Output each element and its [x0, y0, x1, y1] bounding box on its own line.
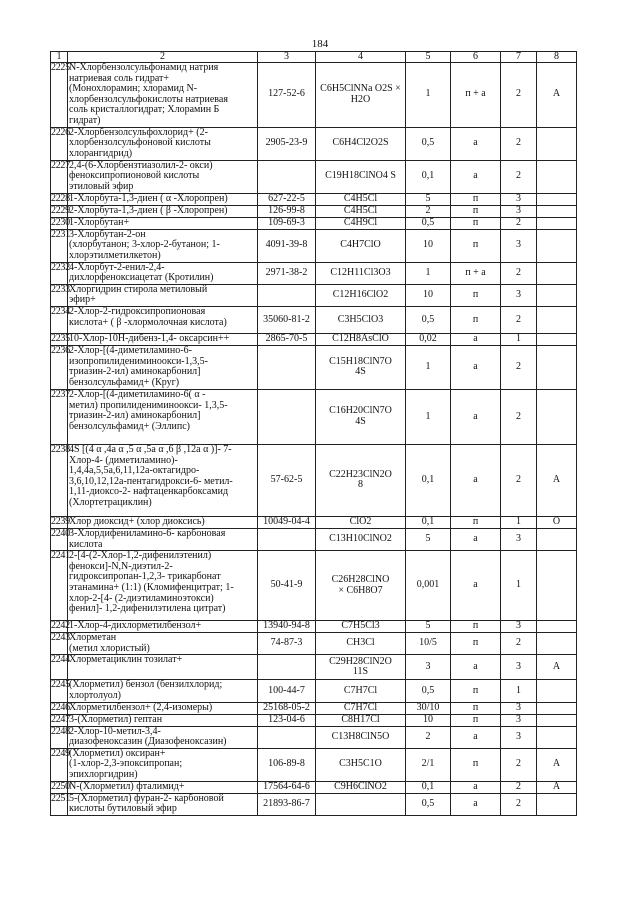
note: [537, 333, 577, 345]
hazard-class: 3: [501, 655, 537, 680]
substance-name: Хлорметан (метил хлористый): [68, 633, 258, 655]
substance-name: (Хлорметил) бензол (бензилхлорид; хлортолуол): [68, 680, 258, 702]
mpc-value: 0,001: [406, 551, 451, 621]
cas-number: 127-52-6: [258, 63, 316, 128]
aggregate-state: п: [451, 621, 501, 633]
mpc-value: 0,5: [406, 680, 451, 702]
formula: C15H18ClN7O 4S: [316, 345, 406, 389]
note: [537, 193, 577, 205]
hazard-class: 3: [501, 528, 537, 550]
row-number: 2236: [51, 345, 68, 389]
hazard-class: 1: [501, 516, 537, 528]
mpc-value: 2: [406, 726, 451, 748]
aggregate-state: п: [451, 714, 501, 726]
substance-name: 2-Хлор-10-метил-3,4- диазофеноксазин (Диазофеноксазин): [68, 726, 258, 748]
substance-name: 4S [(4 α ,4а α ,5 α ,5а α ,6 β ,12а α )]- 7- Хлор-4- (диметиламино)- 1,4,4а,5,5а,6,11,12а-октагидро- 3,6,10,12,12а-пентагидрокси-6- метил- 1,11-диоксо-2- нафтаценкарбоксамид (Хлортетрациклин): [68, 444, 258, 516]
mpc-value: 0,5: [406, 306, 451, 333]
table-row: [51, 333, 577, 345]
note: [537, 345, 577, 389]
header-cell: 8: [537, 52, 577, 63]
table-row: [51, 229, 577, 262]
aggregate-state: п: [451, 306, 501, 333]
row-number: 2239: [51, 515, 70, 527]
formula: C13H8ClN5O: [316, 726, 406, 748]
cas-number: 106-89-8: [258, 748, 316, 781]
substance-name: 2-[4-(2-Хлор-1,2-дифенилэтенил) фенокси]-N,N-диэтил-2- гидроксипропан-1,2,3- трикарбонат этанамина+ (1:1) (Кломифенцитрат; 1- хлор-2-[4- (2-диэтиламиноэтокси) фенил]- 1,2-дифенилэтилена цитрат): [68, 551, 258, 621]
substance-name: 3-(Хлорметил) гептан: [68, 714, 258, 726]
formula: C6H4Cl2O2S: [316, 127, 406, 160]
substance-name: 2-Хлор-[(4-диметиламино-6- изопропилидениминоокси-1,3,5- триазин-2-ил) аминокарбонил] бензолсульфамид+ (Круг): [68, 345, 258, 389]
table-row: [51, 633, 577, 655]
table-row: [51, 680, 577, 702]
note: [537, 217, 577, 229]
formula: C7H5Cl3: [316, 621, 406, 633]
note: [537, 205, 577, 217]
cas-number: [258, 726, 316, 748]
note: [537, 793, 577, 815]
cas-number: 123-04-6: [258, 714, 316, 726]
table-row: [51, 793, 577, 815]
mpc-value: 2/1: [406, 748, 451, 781]
substances-table: [50, 51, 577, 816]
mpc-value: 0,1: [406, 160, 451, 193]
mpc-value: 1: [406, 63, 451, 128]
note: [537, 714, 577, 726]
substance-name: Хлоргидрин стирола метиловый эфир+: [68, 284, 258, 306]
mpc-value: 0,5: [406, 127, 451, 160]
hazard-class: 2: [501, 63, 537, 128]
aggregate-state: а: [451, 389, 501, 444]
aggregate-state: п: [451, 205, 501, 217]
aggregate-state: а: [451, 444, 501, 516]
note: [537, 551, 577, 621]
mpc-value: 0,1: [406, 516, 451, 528]
hazard-class: 2: [501, 748, 537, 781]
header-cell: 4: [316, 52, 406, 63]
mpc-value: 10: [406, 229, 451, 262]
table-row: [51, 444, 577, 516]
header-cell: 3: [258, 52, 316, 63]
table-row: [51, 127, 577, 160]
aggregate-state: п: [451, 680, 501, 702]
row-number: 2227: [51, 160, 68, 193]
substance-name: (Хлорметил) оксиран+ (1-хлор-2,3-эпоксипропан; эпихлоргидрин): [68, 748, 258, 781]
row-number: 2249: [51, 748, 68, 781]
mpc-value: 10: [406, 284, 451, 306]
cas-number: [258, 345, 316, 389]
hazard-class: 2: [501, 127, 537, 160]
cas-number: 50-41-9: [258, 551, 316, 621]
note: [537, 127, 577, 160]
formula: C3H5C1O: [316, 748, 406, 781]
aggregate-state: а: [451, 781, 501, 793]
row-number: 2246: [51, 701, 70, 713]
cas-number: 627-22-5: [258, 193, 316, 205]
header-cell: 7: [501, 52, 537, 63]
substance-name: N-Хлорбензолсульфонамид натрия натриевая соль гидрат+ (Монохлорамин; хлорамид N- хлорбензолсульфокислоты натриевая соль кристаллогидрат; Хлорамин Б гидрат): [68, 63, 258, 128]
hazard-class: 3: [501, 726, 537, 748]
substance-name: 1-Хлорбутан+: [68, 217, 258, 229]
substance-name: 2,4-(6-Хлорбензтиазолил-2- окси) феноксипропионовой кислоты этиловый эфир: [68, 160, 258, 193]
substance-name: Хлор диоксид+ (хлор диоксись): [68, 516, 258, 528]
header-cell: 1: [51, 52, 68, 63]
row-number: 2230: [51, 216, 70, 228]
row-number: 2229: [51, 204, 70, 216]
cas-number: 74-87-3: [258, 633, 316, 655]
aggregate-state: п + а: [451, 262, 501, 284]
cas-number: 4091-39-8: [258, 229, 316, 262]
row-number: 2234: [51, 306, 68, 333]
row-number: 2247: [51, 713, 70, 725]
note: А: [537, 655, 577, 680]
cas-number: 13940-94-8: [258, 621, 316, 633]
formula: C7H7Cl: [316, 680, 406, 702]
mpc-value: 10: [406, 714, 451, 726]
cas-number: 57-62-5: [258, 444, 316, 516]
mpc-value: 5: [406, 528, 451, 550]
hazard-class: 2: [501, 444, 537, 516]
table-row: [51, 726, 577, 748]
formula: C9H6ClNO2: [316, 781, 406, 793]
note: [537, 160, 577, 193]
note: [537, 726, 577, 748]
formula: C4H5Cl: [316, 205, 406, 217]
aggregate-state: а: [451, 551, 501, 621]
header-cell: 5: [406, 52, 451, 63]
cas-number: 2971-38-2: [258, 262, 316, 284]
formula: [316, 793, 406, 815]
hazard-class: 3: [501, 702, 537, 714]
aggregate-state: п + а: [451, 63, 501, 128]
formula: C7H7Cl: [316, 702, 406, 714]
aggregate-state: а: [451, 127, 501, 160]
table-row: [51, 655, 577, 680]
row-number: 2250: [51, 780, 70, 792]
formula: C12H8AsClO: [316, 333, 406, 345]
note: [537, 621, 577, 633]
mpc-value: 1: [406, 389, 451, 444]
cas-number: [258, 284, 316, 306]
table-row: [51, 621, 577, 633]
table-row: [51, 193, 577, 205]
aggregate-state: а: [451, 345, 501, 389]
aggregate-state: а: [451, 333, 501, 345]
note: [537, 702, 577, 714]
formula: C22H23ClN2O 8: [316, 444, 406, 516]
hazard-class: 2: [501, 345, 537, 389]
row-number: 2233: [51, 284, 68, 306]
aggregate-state: п: [451, 633, 501, 655]
note: А: [537, 748, 577, 781]
mpc-value: 30/10: [406, 702, 451, 714]
table-row: [51, 551, 577, 621]
substance-name: 4-Хлорбут-2-енил-2,4- дихлорфеноксиацетат (Кротилин): [68, 262, 258, 284]
cas-number: [258, 655, 316, 680]
cas-number: 2905-23-9: [258, 127, 316, 160]
substance-name: 3-Хлорбутан-2-он (хлорбутанон; 3-хлор-2-бутанон; 1- хлорэтилметилкетон): [68, 229, 258, 262]
aggregate-state: п: [451, 284, 501, 306]
formula: C12H11Cl3O3: [316, 262, 406, 284]
cas-number: 35060-81-2: [258, 306, 316, 333]
hazard-class: 1: [501, 551, 537, 621]
row-number: 2241: [51, 551, 68, 621]
substance-name: 1-Хлор-4-дихлорметилбензол+: [68, 621, 258, 633]
note: А: [537, 444, 577, 516]
mpc-value: 0,5: [406, 793, 451, 815]
row-number: 2235: [51, 332, 70, 344]
mpc-value: 0,02: [406, 333, 451, 345]
hazard-class: 1: [501, 333, 537, 345]
aggregate-state: п: [451, 193, 501, 205]
hazard-class: 3: [501, 193, 537, 205]
mpc-value: 0,1: [406, 781, 451, 793]
hazard-class: 2: [501, 306, 537, 333]
cas-number: 100-44-7: [258, 680, 316, 702]
header-cell: 2: [68, 52, 258, 63]
cas-number: 126-99-8: [258, 205, 316, 217]
table-row: [51, 528, 577, 550]
substance-name: 2-Хлор-[(4-диметиламино-6( α - метил) пропилидениминоокси- 1,3,5- триазин-2-ил) аминокарбонил] бензолсульфамид+ (Эллипс): [68, 389, 258, 444]
substance-name: 1-Хлорбута-1,3-диен ( α -Хлоропрен): [68, 193, 258, 205]
note: А: [537, 63, 577, 128]
formula: C6H5ClNNa O2S × H2O: [316, 63, 406, 128]
note: [537, 528, 577, 550]
table-row: [51, 714, 577, 726]
formula: C19H18ClNO4 S: [316, 160, 406, 193]
hazard-class: 3: [501, 205, 537, 217]
note: А: [537, 781, 577, 793]
substance-name: Хлорметациклин тозилат+: [68, 655, 258, 680]
page-number: 184: [311, 38, 329, 50]
cas-number: 10049-04-4: [258, 516, 316, 528]
table-row: [51, 262, 577, 284]
row-number: 2244: [51, 655, 68, 680]
mpc-value: 1: [406, 262, 451, 284]
mpc-value: 0,1: [406, 444, 451, 516]
note: [537, 389, 577, 444]
table-row: [51, 306, 577, 333]
formula: C16H20ClN7O 4S: [316, 389, 406, 444]
row-number: 2237: [51, 389, 68, 444]
formula: C3H5ClO3: [316, 306, 406, 333]
hazard-class: 3: [501, 229, 537, 262]
cas-number: 17564-64-6: [258, 781, 316, 793]
aggregate-state: а: [451, 528, 501, 550]
aggregate-state: а: [451, 793, 501, 815]
hazard-class: 2: [501, 389, 537, 444]
cas-number: 2865-70-5: [258, 333, 316, 345]
cas-number: [258, 528, 316, 550]
table-row: [51, 217, 577, 229]
table-row: [51, 160, 577, 193]
cas-number: 109-69-3: [258, 217, 316, 229]
formula: C12H16ClO2: [316, 284, 406, 306]
header-cell: 6: [451, 52, 501, 63]
mpc-value: 3: [406, 655, 451, 680]
aggregate-state: а: [451, 726, 501, 748]
table-row: [51, 702, 577, 714]
aggregate-state: а: [451, 160, 501, 193]
table-row: [51, 781, 577, 793]
aggregate-state: п: [451, 702, 501, 714]
table-row: [51, 284, 577, 306]
mpc-value: 5: [406, 621, 451, 633]
table-row: [51, 205, 577, 217]
row-number: 2240: [51, 528, 68, 550]
row-number: 2225: [51, 63, 68, 128]
substance-name: 3-Хлордифениламино-6- карбоновая кислота: [68, 528, 258, 550]
note: [537, 284, 577, 306]
substance-name: 2-Хлорбута-1,3-диен ( β -Хлоропрен): [68, 205, 258, 217]
formula: ClO2: [316, 516, 406, 528]
formula: C4H5Cl: [316, 193, 406, 205]
aggregate-state: п: [451, 217, 501, 229]
substance-name: Хлорметилбензол+ (2,4-изомеры): [68, 702, 258, 714]
mpc-value: 1: [406, 345, 451, 389]
hazard-class: 1: [501, 680, 537, 702]
aggregate-state: п: [451, 748, 501, 781]
note: [537, 306, 577, 333]
formula: C4H7ClO: [316, 229, 406, 262]
formula: C13H10ClNO2: [316, 528, 406, 550]
substance-name: 10-Хлор-10Н-дибенз-1,4- оксарсин++: [68, 333, 258, 345]
formula: C8H17Cl: [316, 714, 406, 726]
row-number: 2228: [51, 192, 70, 204]
hazard-class: 3: [501, 714, 537, 726]
row-number: 2243: [51, 633, 68, 655]
note: О: [537, 516, 577, 528]
row-number: 2238: [51, 444, 68, 516]
row-number: 2232: [51, 262, 68, 284]
formula: C26H28ClNO × C6H8O7: [316, 551, 406, 621]
mpc-value: 2: [406, 205, 451, 217]
note: [537, 229, 577, 262]
mpc-value: 0,5: [406, 217, 451, 229]
table-row: [51, 63, 577, 128]
aggregate-state: п: [451, 229, 501, 262]
note: [537, 680, 577, 702]
formula: C29H28ClN2O 11S: [316, 655, 406, 680]
row-number: 2251: [51, 793, 68, 815]
hazard-class: 2: [501, 633, 537, 655]
row-number: 2231: [51, 229, 68, 262]
formula: C4H9Cl: [316, 217, 406, 229]
hazard-class: 2: [501, 793, 537, 815]
hazard-class: 2: [501, 262, 537, 284]
table-row: [51, 345, 577, 389]
hazard-class: 2: [501, 160, 537, 193]
table-row: [51, 748, 577, 781]
formula: CH3Cl: [316, 633, 406, 655]
substance-name: 5-(Хлорметил) фуран-2- карбоновой кислоты бутиловый эфир: [68, 793, 258, 815]
row-number: 2226: [51, 127, 68, 160]
aggregate-state: а: [451, 655, 501, 680]
mpc-value: 5: [406, 193, 451, 205]
hazard-class: 2: [501, 781, 537, 793]
cas-number: 25168-05-2: [258, 702, 316, 714]
header-row: [51, 52, 577, 63]
aggregate-state: п: [451, 516, 501, 528]
cas-number: [258, 389, 316, 444]
hazard-class: 3: [501, 621, 537, 633]
table-row: [51, 389, 577, 444]
substance-name: 2-Хлор-2-гидроксипропионовая кислота+ ( β -хлормолочная кислота): [68, 306, 258, 333]
cas-number: [258, 160, 316, 193]
mpc-value: 10/5: [406, 633, 451, 655]
table-row: [51, 516, 577, 528]
note: [537, 633, 577, 655]
substance-name: N-(Хлорметил) фталимид+: [68, 781, 258, 793]
substance-name: 2-Хлорбензолсульфохлорид+ (2- хлорбензолсульфоновой кислоты хлорангидрид): [68, 127, 258, 160]
cas-number: 21893-86-7: [258, 793, 316, 815]
row-number: 2245: [51, 680, 68, 702]
row-number: 2242: [51, 620, 70, 632]
hazard-class: 2: [501, 217, 537, 229]
hazard-class: 3: [501, 284, 537, 306]
note: [537, 262, 577, 284]
row-number: 2248: [51, 726, 68, 748]
